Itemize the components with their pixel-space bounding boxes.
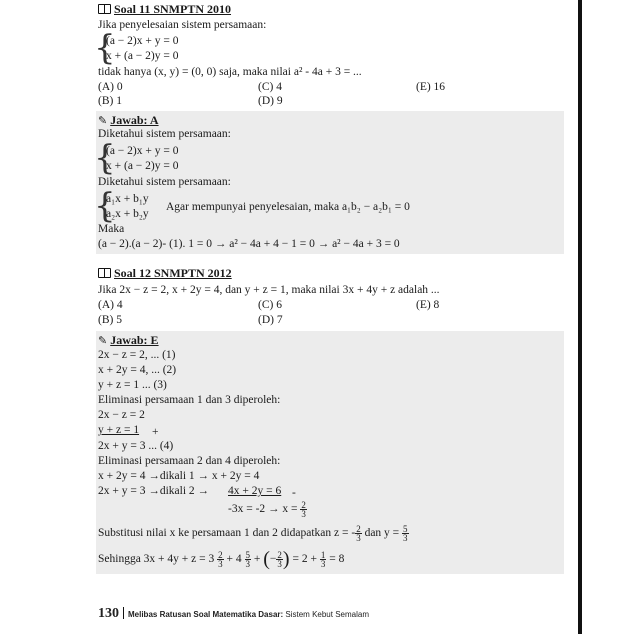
fraction-5-3: $\frac{5}{3}$ xyxy=(403,524,408,543)
fraction-2-3: $\frac{2}{3}$ xyxy=(277,550,282,569)
answer-a-calc: (a − 2).(a − 2)- (1). 1 = 0 → a² − 4a + 4 − 1 = 0 → a² − 4a + 3 = 0 xyxy=(98,238,400,250)
fraction-1-3: $\frac{1}{3}$ xyxy=(320,550,326,569)
answer-a-known: Diketahui sistem persamaan: xyxy=(98,128,231,140)
fraction-2-3: $\frac{2}{3}$ xyxy=(356,524,361,543)
book-subtitle: Sistem Kebut Semalam xyxy=(283,610,369,619)
footer-divider xyxy=(123,607,124,619)
soal-11-title: Soal 11 SNMPTN 2010 xyxy=(114,2,232,16)
general-eq2: a₂x + b₂y xyxy=(106,208,149,220)
minus-sign: - xyxy=(292,487,296,499)
option-c: (C) 6 xyxy=(258,299,282,311)
equation-4: 2x + y = 3 ... (4) xyxy=(98,440,174,452)
equation-1: 2x − z = 2, ... (1) xyxy=(98,349,176,361)
option-a: (A) 0 xyxy=(98,81,123,93)
answer-a-rule: Agar mempunyai penyelesaian, maka a₁b₂ − a₂b₁ = 0 xyxy=(166,201,410,213)
brace-symbol: { xyxy=(94,138,116,178)
multiply-line-2: 2x + y = 3 →dikali 2 → xyxy=(98,485,210,497)
answer-a-known-2: Diketahui sistem persamaan: xyxy=(98,176,231,188)
final-result-line: Sehingga 3x + 4y + z = 3 $\frac{2}{3}$ + 4 $\frac{5}{3}$ + (− $\frac{2}{3}$ ) = 2 + $\frac{1}{3}$ = 8 xyxy=(98,548,345,570)
option-e: (E) 16 xyxy=(416,81,446,93)
equation-3: y + z = 1 ... (3) xyxy=(98,379,167,391)
soal-11-condition: tidak hanya (x, y) = (0, 0) saja, maka nilai a² - 4a + 3 = ... xyxy=(98,66,362,78)
page-footer xyxy=(98,606,369,622)
book-icon xyxy=(98,4,111,14)
multiply-result: 4x + 2y = 6 xyxy=(228,485,282,497)
brace-symbol: { xyxy=(94,28,116,68)
option-c: (C) 4 xyxy=(258,81,282,93)
fraction-5-3: $\frac{5}{3}$ xyxy=(245,550,250,569)
option-d: (D) 7 xyxy=(258,314,283,326)
soal-11-eq2: x + (a − 2)y = 0 xyxy=(106,50,179,62)
equation-2: x + 2y = 4, ... (2) xyxy=(98,364,177,376)
book-icon xyxy=(98,268,111,278)
multiply-line-1: x + 2y = 4 →dikali 1 → x + 2y = 4 xyxy=(98,470,260,482)
brace-symbol: { xyxy=(94,186,116,226)
fraction-2-3: $\frac{2}{3}$ xyxy=(218,550,223,569)
soal-12-question: Jika 2x − z = 2, x + 2y = 4, dan y + z = 1, maka nilai 3x + 4y + z adalah ... xyxy=(98,284,440,296)
answer-e-title: ✎ Jawab: E xyxy=(98,333,159,347)
step-line-2: y + z = 1 xyxy=(98,424,140,436)
option-d: (D) 9 xyxy=(258,95,283,107)
step-line-1: 2x − z = 2 xyxy=(98,409,145,421)
option-b: (B) 5 xyxy=(98,314,122,326)
page-edge-line xyxy=(578,0,582,634)
book-title: Melibas Ratusan Soal Matematika Dasar: xyxy=(128,610,284,619)
option-b: (B) 1 xyxy=(98,95,122,107)
substitution-line: Substitusi nilai x ke persamaan 1 dan 2 didapatkan z = - $\frac{2}{3}$ dan y = $\frac{5}{3}$ xyxy=(98,524,408,543)
answer-a-eq1: (a − 2)x + y = 0 xyxy=(106,145,179,157)
elimination-1-heading: Eliminasi persamaan 1 dan 3 diperoleh: xyxy=(98,394,281,406)
answer-a-eq2: x + (a − 2)y = 0 xyxy=(106,160,179,172)
soal-11-eq1: (a − 2)x + y = 0 xyxy=(106,35,179,47)
x-solution: -3x = -2 → x = $\frac{2}{3}$ xyxy=(228,500,306,519)
soal-11-intro: Jika penyelesaian sistem persamaan: xyxy=(98,19,267,31)
pencil-icon: ✎ xyxy=(98,334,108,347)
option-a: (A) 4 xyxy=(98,299,123,311)
soal-12-title: Soal 12 SNMPTN 2012 xyxy=(114,266,232,280)
general-eq1: a₁x + b₁y xyxy=(106,193,149,205)
plus-sign: + xyxy=(152,426,159,438)
answer-a-title: ✎ Jawab: A xyxy=(98,113,159,127)
page-number: 130 xyxy=(98,606,119,621)
answer-a-maka: Maka xyxy=(98,223,125,235)
pencil-icon: ✎ xyxy=(98,114,108,127)
fraction-2-3: $\frac{2}{3}$ xyxy=(301,500,306,519)
option-e: (E) 8 xyxy=(416,299,440,311)
elimination-2-heading: Eliminasi persamaan 2 dan 4 diperoleh: xyxy=(98,455,281,467)
